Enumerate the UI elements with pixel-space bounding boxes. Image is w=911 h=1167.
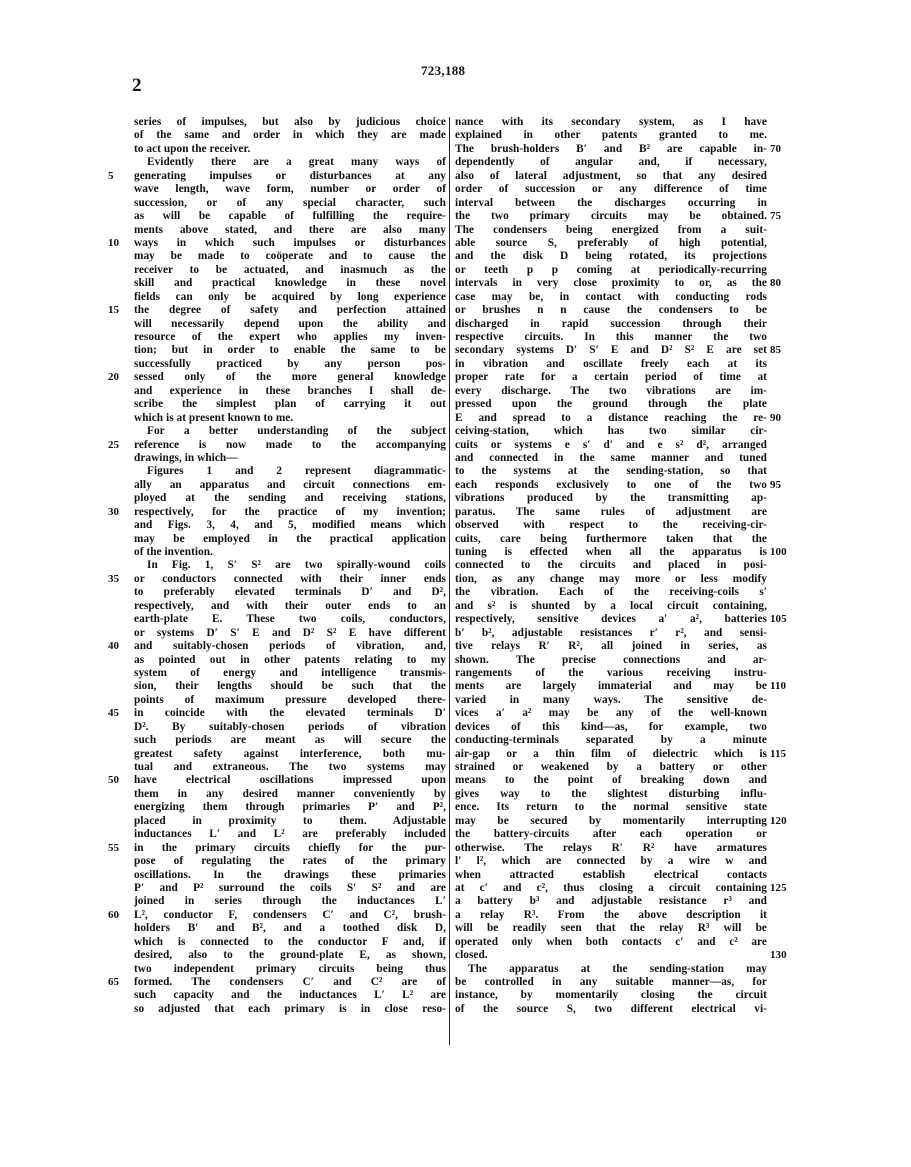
text-line	[455, 989, 767, 1002]
line-text: air-gap or a thin film of dielectric which is	[455, 747, 767, 760]
line-text: be controlled in any suitable manner—as, for	[455, 976, 767, 988]
line-text: ments above stated, and there are also many	[134, 223, 446, 236]
text-line	[455, 210, 782, 223]
line-text: l′ l², which are connected by a wire w and	[455, 855, 767, 868]
line-number: 80	[770, 277, 782, 290]
text-line	[455, 331, 767, 344]
text-line	[108, 236, 446, 250]
line-text: cuits or systems e s′ d′ and e s² d², arranged	[455, 438, 767, 451]
column-divider	[449, 117, 450, 1045]
text-line	[455, 425, 767, 438]
line-text: at c′ and c², thus closing a circuit containing	[455, 881, 767, 894]
line-text: respective circuits. In this manner the two	[455, 331, 767, 343]
line-text: greatest safety against interference, both mu-	[134, 747, 446, 760]
line-text: explained in other patents granted to me.	[455, 129, 767, 142]
line-number: 95	[770, 478, 782, 491]
line-text: case may be, in contact with conducting rods	[455, 290, 767, 303]
line-text: Figures 1 and 2 represent diagrammatic-	[147, 465, 446, 478]
line-text: and s² is shunted by a local circuit containing,	[455, 599, 767, 612]
text-line	[134, 344, 446, 357]
text-line	[108, 841, 446, 855]
text-line	[134, 801, 446, 814]
line-number: 70	[770, 142, 782, 155]
line-number: 100	[770, 546, 787, 558]
text-line	[455, 680, 787, 693]
line-text: tion; but in order to enable the same to be	[134, 344, 446, 357]
line-text: means to the point of breaking down and	[455, 774, 767, 787]
text-line	[455, 788, 767, 801]
line-text: paratus. The same rules of adjustment are	[455, 505, 767, 518]
text-line	[455, 814, 787, 828]
line-text: ments are largely immaterial and may be	[455, 680, 767, 693]
line-text: will necessarily depend upon the ability and	[134, 317, 446, 330]
line-number: 105	[770, 613, 787, 626]
line-text: of the invention.	[134, 546, 213, 558]
line-text: will be readily seen that the relay R³ will be	[455, 922, 767, 935]
line-text: holders B′ and B², and a toothed disk D,	[134, 922, 446, 935]
text-line	[455, 116, 767, 129]
text-line	[455, 842, 767, 855]
line-number: 125	[770, 881, 787, 894]
text-line	[455, 600, 767, 613]
text-line	[455, 439, 767, 452]
text-line	[455, 344, 782, 357]
line-text: The condensers being energized from a suit-	[455, 223, 767, 236]
text-line	[134, 815, 446, 828]
line-text: which is connected to the conductor F and, if	[134, 935, 446, 948]
line-number: 60	[108, 908, 120, 921]
text-line	[134, 559, 446, 572]
text-line	[455, 318, 767, 331]
line-text: otherwise. The relays R′ R² have armatures	[455, 841, 767, 854]
line-number: 30	[108, 505, 120, 518]
line-text: closed.	[455, 949, 488, 962]
text-line	[455, 976, 767, 989]
line-text: the degree of safety and perfection attained	[134, 304, 446, 317]
line-text: of the source S, two different electrical vi-	[455, 1002, 767, 1015]
line-text: and suitably-chosen periods of vibration, and,	[134, 640, 446, 653]
line-text: receiver to be actuated, and inasmuch as the	[134, 263, 446, 276]
text-line	[455, 358, 767, 371]
text-line	[455, 492, 767, 505]
line-text: tual and extraneous. The two systems may	[134, 761, 446, 773]
line-text: which is at present known to me.	[134, 411, 294, 424]
text-line	[455, 546, 787, 559]
text-line	[134, 1003, 446, 1016]
text-line	[134, 936, 446, 949]
line-text: tion, as any change may more or less modify	[455, 572, 767, 585]
text-line	[455, 506, 767, 519]
line-text: sion, their lengths should be such that the	[134, 680, 446, 693]
text-line	[134, 331, 446, 344]
text-line	[134, 748, 446, 761]
line-text: as will be capable of fulfilling the require-	[134, 210, 446, 223]
line-text: them in any desired manner conveniently by	[134, 787, 446, 800]
text-line	[134, 398, 446, 411]
line-text: nance with its secondary system, as I have	[455, 116, 767, 128]
text-line	[455, 478, 782, 492]
line-text: instance, by momentarily closing the circuit	[455, 989, 767, 1002]
text-line	[455, 465, 767, 478]
line-text: may be employed in the practical application	[134, 532, 446, 545]
text-line	[108, 505, 446, 519]
line-text: P′ and P² surround the coils S′ S² and are	[134, 881, 446, 894]
text-line	[134, 197, 446, 210]
line-text: resource of the expert who applies my inven-	[134, 331, 446, 343]
text-line	[134, 654, 446, 667]
line-text: E and spread to a distance reaching the re-	[455, 411, 767, 424]
page-number: 2	[132, 75, 142, 96]
text-line	[134, 479, 446, 492]
text-line	[455, 895, 767, 908]
text-line	[134, 210, 446, 223]
text-line	[134, 586, 446, 599]
line-text: sessed only of the more general knowledge	[134, 371, 446, 384]
text-line	[134, 358, 446, 371]
line-text: series of impulses, but also by judicious choice	[134, 116, 446, 128]
text-line	[134, 291, 446, 304]
line-number: 65	[108, 976, 120, 988]
text-line	[134, 734, 446, 747]
line-text: pressed upon the ground through the plate	[455, 398, 767, 411]
line-number: 55	[108, 841, 120, 854]
line-text: drawings, in which—	[134, 451, 238, 464]
line-text: tive relays R′ R², all joined in series, as	[455, 640, 767, 653]
line-text: and the disk D being rotated, its projections	[455, 250, 767, 263]
line-text: discharged in rapid succession through their	[455, 317, 767, 330]
line-number: 130	[770, 949, 787, 962]
line-text: inductances L′ and L² are preferably included	[134, 828, 446, 841]
text-line	[134, 949, 446, 962]
line-text: to preferably elevated terminals D′ and D²,	[134, 586, 446, 599]
text-line	[455, 304, 767, 317]
text-line	[134, 922, 446, 935]
text-line	[455, 291, 767, 304]
text-line	[134, 882, 446, 895]
line-text: system of energy and intelligence transmis-	[134, 666, 446, 679]
text-line	[455, 129, 767, 142]
text-line	[455, 909, 767, 922]
text-line	[455, 707, 767, 720]
text-line	[455, 277, 782, 290]
text-line	[455, 721, 767, 734]
line-text: devices of this kind—as, for example, two	[455, 720, 767, 733]
line-text: may be secured by momentarily interrupting	[455, 814, 767, 827]
line-text: respectively, for the practice of my invention;	[134, 505, 446, 518]
line-number: 75	[770, 210, 782, 223]
text-line	[134, 600, 446, 613]
line-number: 20	[108, 371, 120, 384]
text-line	[134, 680, 446, 693]
line-text: energizing them through primaries P′ and P²,	[134, 801, 446, 814]
text-line	[455, 1003, 767, 1016]
text-line	[455, 197, 767, 210]
text-line	[108, 438, 446, 452]
text-line	[455, 694, 767, 707]
line-text: vibrations produced by the transmitting ap-	[455, 492, 767, 505]
line-text: Evidently there are a great many ways of	[147, 156, 446, 169]
line-text: in the primary circuits chiefly for the pur-	[134, 841, 446, 854]
text-line	[134, 989, 446, 1002]
text-line	[108, 304, 446, 317]
line-number: 120	[770, 814, 787, 827]
line-text: the two primary circuits may be obtained.	[455, 210, 767, 223]
line-text: as pointed out in other patents relating to my	[134, 653, 446, 666]
text-line	[455, 828, 767, 841]
text-line	[134, 761, 446, 774]
line-text: have electrical oscillations impressed upon	[134, 774, 446, 787]
text-line	[134, 533, 446, 546]
line-text: vices a′ a² may be any of the well-known	[455, 707, 767, 720]
line-text: earth-plate E. These two coils, conductors,	[134, 613, 446, 626]
text-line	[108, 707, 446, 720]
line-text: order of succession or any difference of time	[455, 183, 767, 196]
text-line	[455, 869, 767, 882]
line-text: in vibration and oscillate freely each at its	[455, 357, 767, 370]
line-text: connected to the circuits and placed in posi-	[455, 559, 767, 572]
text-line	[134, 869, 446, 882]
text-line	[108, 640, 446, 653]
text-line	[455, 613, 787, 626]
text-line	[134, 143, 446, 156]
line-text: and connected in the same manner and tuned	[455, 451, 767, 464]
line-number: 15	[108, 304, 120, 317]
text-line	[455, 533, 767, 546]
text-line	[455, 559, 767, 572]
line-text: such capacity and the inductances L′ L² are	[134, 989, 446, 1002]
line-number: 40	[108, 640, 120, 653]
line-number: 10	[108, 236, 120, 249]
text-line	[455, 142, 782, 156]
text-line	[455, 170, 767, 183]
line-text: operated only when both contacts c′ and c² are	[455, 935, 767, 948]
text-line	[455, 156, 767, 169]
text-line	[134, 129, 446, 142]
line-number: 25	[108, 438, 120, 451]
text-line	[455, 667, 767, 680]
line-text: desired, also to the ground-plate E, as shown,	[134, 949, 446, 962]
text-line	[108, 774, 446, 787]
text-line	[455, 183, 767, 196]
line-text: For a better understanding of the subject	[147, 425, 446, 438]
text-line	[455, 855, 767, 868]
text-line	[455, 586, 767, 599]
line-text: gives way to the slightest disturbing influ-	[455, 787, 767, 800]
text-line	[455, 398, 767, 411]
text-line	[134, 828, 446, 841]
line-text: may be made to coöperate and to cause the	[134, 250, 446, 263]
line-text: ally an apparatus and circuit connections em-	[134, 478, 446, 491]
text-line	[455, 237, 767, 250]
text-line	[455, 774, 767, 787]
line-text: cuits, care being furthermore taken that the	[455, 532, 767, 545]
line-text: oscillations. In the drawings these primaries	[134, 868, 446, 881]
line-number: 35	[108, 572, 120, 585]
right-text-column	[455, 116, 787, 1016]
line-text: rangements of the various receiving instru-	[455, 666, 767, 679]
line-text: successfully practiced by any person pos-	[134, 357, 446, 370]
text-line	[455, 734, 767, 747]
line-text: each responds exclusively to one of the two	[455, 478, 767, 491]
line-text: dependently of angular and, if necessary,	[455, 156, 767, 169]
line-text: two independent primary circuits being thus	[134, 962, 446, 975]
line-number: 90	[770, 411, 782, 424]
line-text: skill and practical knowledge in these novel	[134, 277, 446, 290]
line-text: varied in many ways. The sensitive de-	[455, 693, 767, 706]
line-text: the battery-circuits after each operation or	[455, 828, 767, 841]
line-text: interval between the discharges occurring in	[455, 196, 767, 209]
line-text: observed with respect to the receiving-cir-	[455, 519, 767, 532]
line-text: In Fig. 1, S′ S² are two spirally-wound coils	[147, 559, 446, 572]
text-line	[108, 169, 446, 183]
line-text: a relay R³. From the above description it	[455, 908, 767, 921]
line-text: such periods are meant as will secure the	[134, 734, 446, 747]
line-text: L², conductor F, condensers C′ and C², brush-	[134, 908, 446, 921]
left-text-column	[108, 116, 446, 1016]
line-text: or teeth p p coming at periodically-recurring	[455, 263, 767, 276]
line-text: when attracted establish electrical contacts	[455, 868, 767, 881]
text-line	[455, 264, 767, 277]
text-line	[455, 963, 767, 976]
text-line	[455, 224, 767, 237]
text-line	[455, 640, 767, 653]
line-text: formed. The condensers C′ and C² are of	[134, 976, 446, 988]
line-text: intervals in very close proximity to or, as the	[455, 277, 767, 290]
text-line	[108, 371, 446, 384]
text-line	[134, 116, 446, 129]
line-text: ceiving-station, which has two similar cir-	[455, 425, 767, 438]
line-text: wave length, wave form, number or order of	[134, 183, 446, 196]
line-text: respectively, sensitive devices a′ a², batteries	[455, 613, 767, 626]
line-text: b′ b², adjustable resistances r′ r², and sensi-	[455, 626, 767, 639]
text-line	[134, 519, 446, 532]
line-number: 50	[108, 774, 120, 787]
text-line	[455, 250, 767, 263]
line-text: ence. Its return to the normal sensitive state	[455, 801, 767, 814]
line-text: able source S, preferably of high potential,	[455, 236, 767, 249]
text-line	[134, 425, 446, 438]
line-text: proper rate for a certain period of time at	[455, 371, 767, 384]
line-text: and experience in these branches I shall de-	[134, 384, 446, 397]
text-line	[134, 183, 446, 196]
text-line	[455, 411, 782, 425]
line-text: generating impulses or disturbances at any	[134, 169, 446, 182]
line-text: conducting-terminals separated by a minute	[455, 734, 767, 747]
line-text: ways in which such impulses or disturbances	[134, 236, 446, 249]
line-text: in coincide with the elevated terminals D′	[134, 707, 446, 720]
line-text: strained or weakened by a battery or other	[455, 761, 767, 773]
text-line	[134, 277, 446, 290]
line-text: The apparatus at the sending-station may	[468, 962, 767, 975]
text-line	[134, 412, 446, 425]
line-text: joined in series through the inductances L′	[134, 895, 446, 908]
line-text: fields can only be acquired by long experience	[134, 290, 446, 303]
text-line	[108, 572, 446, 586]
text-line	[134, 788, 446, 801]
line-text: so adjusted that each primary is in close reso-	[134, 1002, 446, 1015]
text-line	[134, 156, 446, 169]
text-line	[134, 721, 446, 734]
text-line	[134, 318, 446, 331]
line-text: D². By suitably-chosen periods of vibration	[134, 720, 446, 733]
line-text: of the same and order in which they are made	[134, 129, 446, 142]
text-line	[134, 250, 446, 263]
line-text: tuning is effected when all the apparatus is	[455, 546, 767, 558]
text-line	[134, 855, 446, 868]
line-text: points of maximum pressure developed there-	[134, 693, 446, 706]
text-line	[455, 949, 787, 962]
text-line	[455, 452, 767, 465]
line-number: 85	[770, 344, 782, 357]
text-line	[455, 627, 767, 640]
text-line	[134, 224, 446, 237]
line-text: pose of regulating the rates of the primary	[134, 855, 446, 868]
line-text: respectively, and with their outer ends to an	[134, 599, 446, 612]
line-text: succession, or of any special character, such	[134, 196, 446, 209]
line-text: ployed at the sending and receiving stations,	[134, 492, 446, 505]
text-line	[134, 667, 446, 680]
line-number: 110	[770, 680, 787, 693]
line-text: placed in proximity to them. Adjustable	[134, 814, 446, 827]
text-line	[455, 519, 767, 532]
text-line	[455, 747, 787, 761]
text-line	[134, 627, 446, 640]
line-number: 115	[770, 747, 787, 760]
text-line	[455, 761, 767, 774]
line-text: shown. The precise connections and ar-	[455, 653, 767, 666]
text-line	[134, 963, 446, 976]
line-text: a battery b³ and adjustable resistance r³ and	[455, 895, 767, 908]
line-text: also of lateral adjustment, so that any desired	[455, 169, 767, 182]
text-line	[455, 385, 767, 398]
line-number: 5	[108, 169, 114, 182]
line-text: to act upon the receiver.	[134, 142, 251, 155]
text-line	[455, 573, 767, 586]
text-line	[134, 492, 446, 505]
text-line	[108, 976, 446, 989]
text-line	[134, 385, 446, 398]
line-text: The brush-holders B′ and B² are capable in-	[455, 142, 767, 155]
text-line	[134, 546, 446, 559]
line-text: or conductors connected with their inner ends	[134, 572, 446, 585]
line-text: reference is now made to the accompanying	[134, 438, 446, 451]
line-text: the vibration. Each of the receiving-coils s′	[455, 586, 767, 599]
line-text: and Figs. 3, 4, and 5, modified means which	[134, 519, 446, 532]
text-line	[455, 654, 767, 667]
line-text: every discharge. The two vibrations are im-	[455, 384, 767, 397]
text-line	[134, 264, 446, 277]
line-text: to the systems at the sending-station, so that	[455, 465, 767, 478]
line-text: or systems D′ S′ E and D² S² E have different	[134, 626, 446, 639]
text-line	[455, 936, 767, 949]
text-line	[455, 801, 767, 814]
text-line	[455, 922, 767, 935]
patent-number: 723,188	[421, 63, 466, 78]
text-line	[134, 895, 446, 908]
line-text: scribe the simplest plan of carrying it out	[134, 398, 446, 411]
text-line	[108, 908, 446, 922]
text-line	[455, 881, 787, 895]
text-line	[455, 371, 767, 384]
text-line	[134, 465, 446, 478]
line-number: 45	[108, 707, 120, 720]
line-text: or brushes n n cause the condensers to be	[455, 304, 767, 317]
text-line	[134, 613, 446, 626]
text-line	[134, 694, 446, 707]
text-line	[134, 452, 446, 465]
line-text: secondary systems D′ S′ E and D² S² E are set	[455, 344, 767, 357]
